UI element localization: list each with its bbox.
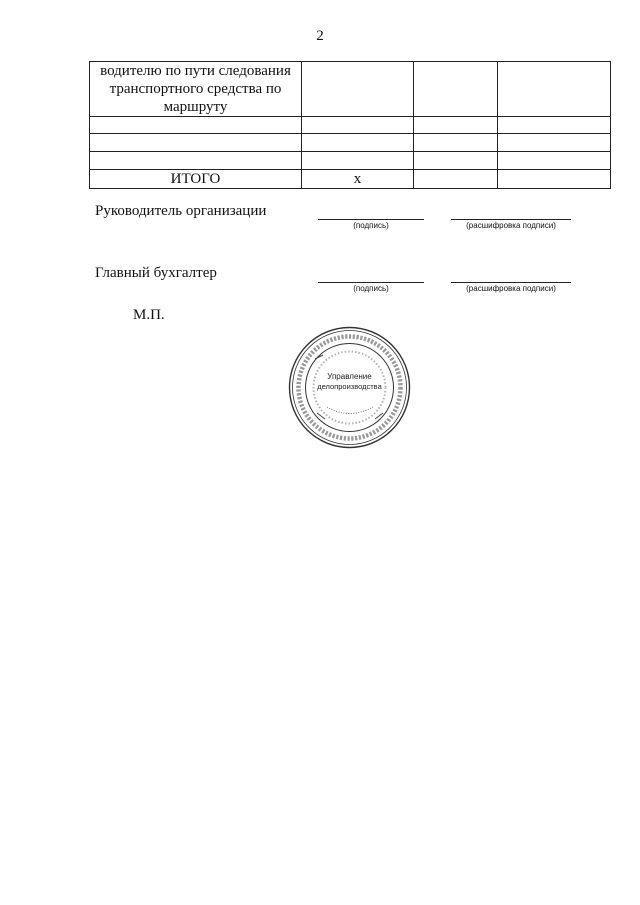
accountant-signature-label: Главный бухгалтер [95, 265, 217, 281]
total-cell [498, 170, 611, 189]
head-decode-caption: (расшифровка подписи) [466, 221, 556, 230]
accountant-decode-caption: (расшифровка подписи) [466, 284, 556, 293]
page-number: 2 [316, 28, 324, 44]
table-cell [414, 134, 498, 152]
total-label: ИТОГО [90, 170, 302, 189]
total-cell: х [302, 170, 414, 189]
head-signature-label: Руководитель организации [95, 203, 267, 219]
table-cell [498, 134, 611, 152]
table-cell [498, 62, 611, 117]
head-signature-caption: (подпись) [353, 221, 389, 230]
table-cell [90, 152, 302, 170]
table-cell: водителю по пути следования транспортного средства по маршруту [90, 62, 302, 117]
table-cell [498, 152, 611, 170]
table-cell [498, 117, 611, 134]
head-signature-line [318, 219, 424, 220]
stamp-text-line2: делопроизводства [317, 382, 382, 391]
table-cell [302, 134, 414, 152]
accountant-signature-caption: (подпись) [353, 284, 389, 293]
table-cell [414, 117, 498, 134]
table-cell [414, 152, 498, 170]
table-row [90, 134, 611, 152]
stamp-bottom-arc [327, 407, 373, 414]
table-row [90, 62, 611, 117]
table-cell [302, 152, 414, 170]
seal-mark: М.П. [133, 307, 165, 323]
table-cell [90, 134, 302, 152]
head-decode-line [451, 219, 571, 220]
table-row [90, 117, 611, 134]
table-cell [414, 62, 498, 117]
table-cell [302, 62, 414, 117]
accountant-decode-line [451, 282, 571, 283]
form-table [89, 61, 611, 189]
total-cell [414, 170, 498, 189]
table-cell [302, 117, 414, 134]
table-cell [90, 117, 302, 134]
accountant-signature-line [318, 282, 424, 283]
stamp-text-line1: Управление [327, 372, 372, 381]
table-total-row [90, 170, 611, 189]
round-stamp-icon [287, 325, 412, 450]
table-row [90, 152, 611, 170]
